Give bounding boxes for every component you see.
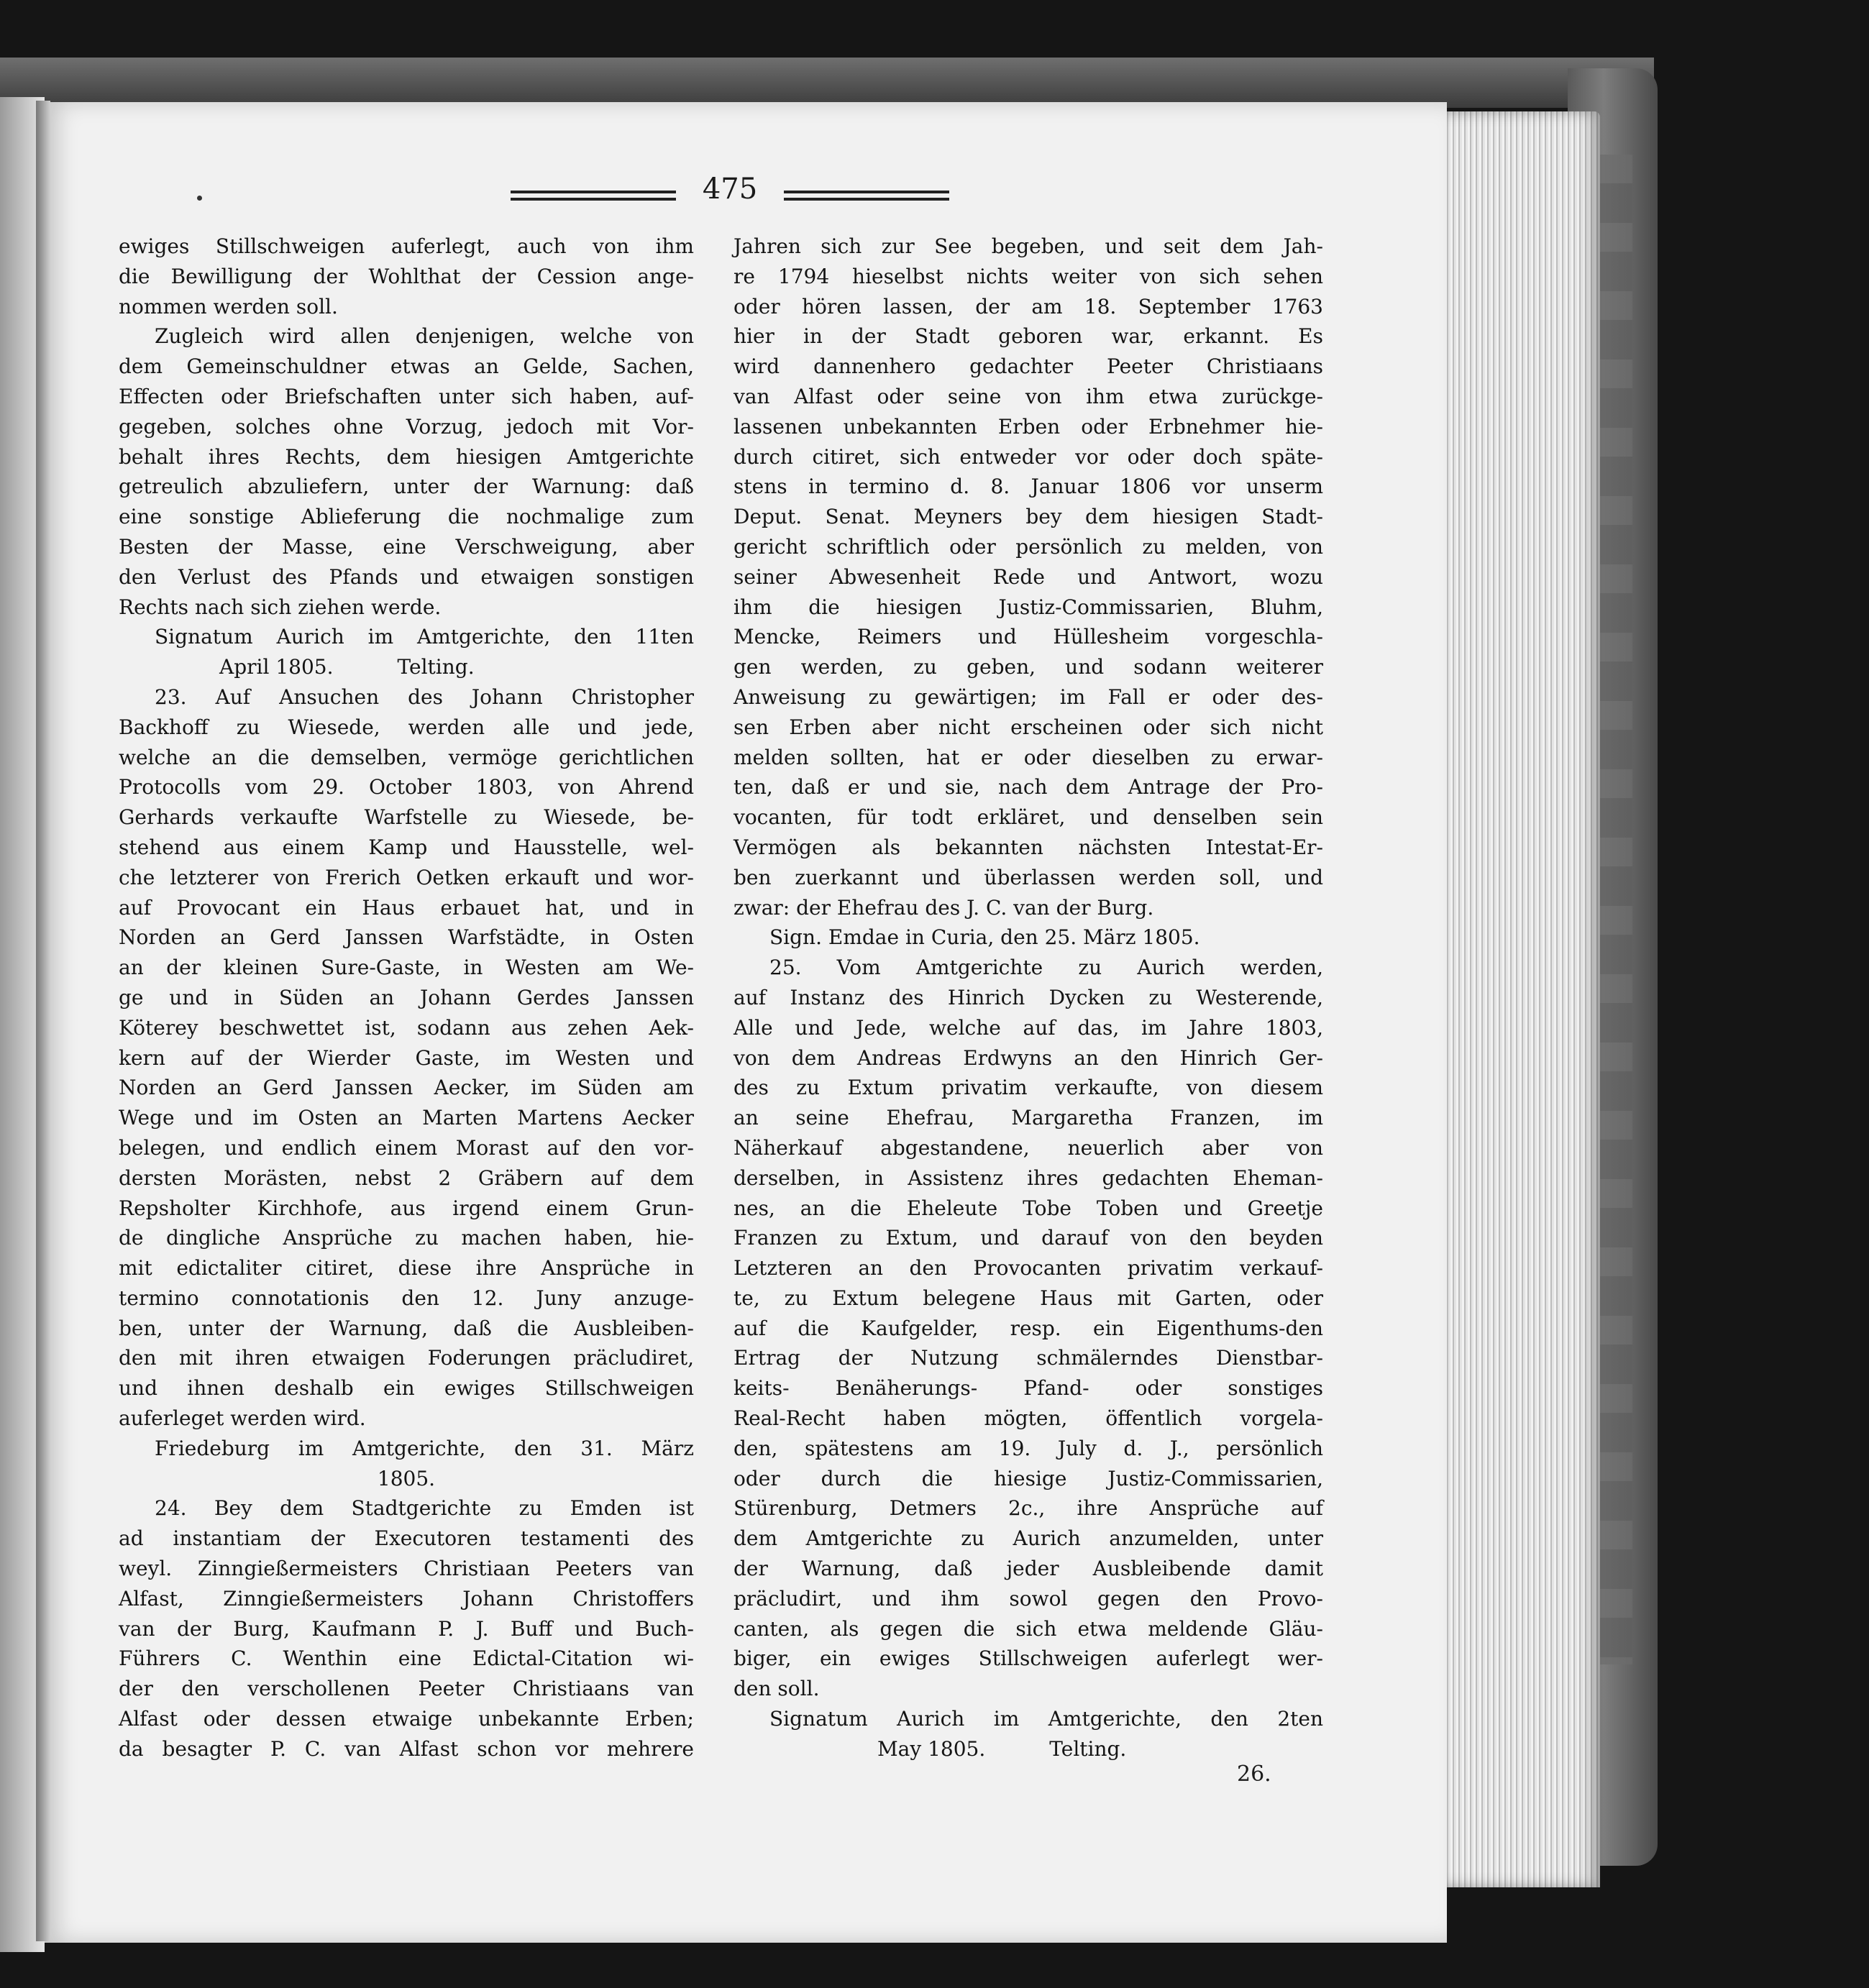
signature-date-line: May 1805. Telting. <box>877 1736 1127 1761</box>
text-line: gericht schriftlich oder persönlich zu melden, von <box>734 534 1323 559</box>
text-line: 23. Auf Ansuchen des Johann Christopher <box>155 684 694 709</box>
text-line: Deput. Senat. Meyners bey dem hiesigen Stadt- <box>734 505 1323 529</box>
text-line: Gerhards verkaufte Warfstelle zu Wiesede, be- <box>119 805 694 830</box>
text-line: belegen, und endlich einem Morast auf den vor- <box>119 1135 694 1160</box>
text-line: auf Provocant ein Haus erbauet hat, und in <box>119 895 694 920</box>
text-line: zwar: der Ehefrau des J. C. van der Burg. <box>734 895 1154 920</box>
text-line: re 1794 hieselbst nichts weiter von sich sehen <box>734 264 1323 288</box>
text-line: gen werden, zu geben, und sodann weiterer <box>734 655 1323 679</box>
book-cover-top-edge <box>0 58 1654 108</box>
signature-date-line: 1805. <box>377 1466 436 1490</box>
text-line: stehend aus einem Kamp und Hausstelle, wel- <box>119 835 694 859</box>
text-line: nes, an die Eheleute Tobe Toben und Greetje <box>734 1196 1323 1220</box>
text-line: auferleget werden wird. <box>119 1406 366 1431</box>
text-line: der Warnung, daß jeder Ausbleibende damit <box>734 1557 1323 1581</box>
signature-date-line: April 1805. Telting. <box>219 655 475 679</box>
text-line: Backhoff zu Wiesede, werden alle und jede, <box>119 715 694 739</box>
text-line: ten, daß er und sie, nach dem Antrage der Pro- <box>734 775 1323 800</box>
text-line: getreulich abzuliefern, unter der Warnung: daß <box>119 475 694 499</box>
text-line: derselben, in Assistenz ihres gedachten Eheman- <box>734 1165 1323 1190</box>
text-line: de dingliche Ansprüche zu machen haben, hie- <box>119 1226 694 1250</box>
text-line: auf die Kaufgelder, resp. ein Eigenthums-den <box>734 1316 1323 1340</box>
text-line: canten, als gegen die sich etwa meldende Gläu- <box>734 1616 1323 1641</box>
catchword: 26. <box>1237 1762 1271 1787</box>
text-line: che letzterer von Frerich Oetken erkauft und wor- <box>119 865 694 889</box>
text-line: stens in termino d. 8. Januar 1806 vor unserm <box>734 475 1323 499</box>
text-line: Mencke, Reimers und Hüllesheim vorgeschla- <box>734 625 1323 649</box>
text-line: vocanten, für todt erkläret, und denselben sein <box>734 805 1323 830</box>
text-line: Real-Recht haben mögten, öffentlich vorgela- <box>734 1406 1323 1431</box>
text-line: Ertrag der Nutzung schmälerndes Dienstbar- <box>734 1346 1323 1370</box>
text-line: keits- Benäherungs- Pfand- oder sonstiges <box>734 1376 1323 1401</box>
text-line: seiner Abwesenheit Rede und Antwort, wozu <box>734 564 1323 589</box>
text-line: Alle und Jede, welche auf das, im Jahre 1803, <box>734 1015 1323 1040</box>
text-line: Vermögen als bekannten nächsten Intestat-Er- <box>734 835 1323 859</box>
text-line: Repsholter Kirchhofe, aus irgend einem Grun- <box>119 1196 694 1220</box>
page-number: 475 <box>702 173 758 206</box>
text-line: termino connotationis den 12. Juny anzuge- <box>119 1286 694 1310</box>
text-line: dersten Morästen, nebst 2 Gräbern auf dem <box>119 1165 694 1190</box>
text-line: Effecten oder Briefschaften unter sich haben, auf- <box>119 384 694 408</box>
text-line: Letzteren an den Provocanten privatim verkauf- <box>734 1256 1323 1281</box>
text-line: ben zuerkannt und überlassen werden soll, und <box>734 865 1323 889</box>
text-line: Protocolls vom 29. October 1803, von Ahrend <box>119 775 694 800</box>
text-line: behalt ihres Rechts, dem hiesigen Amtgerichte <box>119 444 694 469</box>
text-line: an der kleinen Sure-Gaste, in Westen am We- <box>119 956 694 980</box>
text-line: Anweisung zu gewärtigen; im Fall er oder des- <box>734 684 1323 709</box>
text-line: welche an die demselben, vermöge gerichtlichen <box>119 745 694 769</box>
text-line: Stürenburg, Detmers 2c., ihre Ansprüche auf <box>734 1496 1323 1521</box>
signature-line: Sign. Emdae in Curia, den 25. März 1805. <box>769 925 1200 950</box>
text-line: oder durch die hiesige Justiz-Commissarien, <box>734 1466 1323 1490</box>
text-line: ihm die hiesigen Justiz-Commissarien, Bluhm, <box>734 595 1323 619</box>
text-line: ad instantiam der Executoren testamenti des <box>119 1526 694 1551</box>
signature-line: Friedeburg im Amtgerichte, den 31. März <box>155 1436 694 1460</box>
page-block-edges <box>1427 111 1600 1887</box>
text-line: durch citiret, sich entweder vor oder doch späte- <box>734 444 1323 469</box>
text-line: Zugleich wird allen denjenigen, welche von <box>155 324 694 349</box>
text-line: van Alfast oder seine von ihm etwa zurückge- <box>734 384 1323 408</box>
text-line: Näherkauf abgestandene, neuerlich aber von <box>734 1135 1323 1160</box>
text-line: und ihnen deshalb ein ewiges Stillschweigen <box>119 1376 694 1401</box>
text-line: des zu Extum privatim verkaufte, von diesem <box>734 1076 1323 1100</box>
text-line: den soll. <box>734 1677 820 1701</box>
text-line: Rechts nach sich ziehen werde. <box>119 595 442 619</box>
text-line: 24. Bey dem Stadtgerichte zu Emden ist <box>155 1496 694 1521</box>
text-line: den, spätestens am 19. July d. J., persönlich <box>734 1436 1323 1460</box>
text-line: oder hören lassen, der am 18. September 1763 <box>734 294 1323 319</box>
text-line: Führers C. Wenthin eine Edictal-Citation wi- <box>119 1646 694 1671</box>
text-line: lassenen unbekannten Erben oder Erbnehmer hie- <box>734 414 1323 439</box>
text-line: melden sollten, hat er oder dieselben zu erwar- <box>734 745 1323 769</box>
text-line: Alfast oder dessen etwaige unbekannte Erben; <box>119 1707 694 1731</box>
text-line: mit edictaliter citiret, diese ihre Ansprüche in <box>119 1256 694 1281</box>
ink-dot <box>197 196 202 201</box>
text-line: der den verschollenen Peeter Christiaans van <box>119 1677 694 1701</box>
text-line: Wege und im Osten an Marten Martens Aecker <box>119 1106 694 1130</box>
text-line: sen Erben aber nicht erscheinen oder sich nicht <box>734 715 1323 739</box>
header-rule-right-bottom <box>784 198 949 201</box>
signature-line: Signatum Aurich im Amtgerichte, den 11ten <box>155 625 694 649</box>
text-line: hier in der Stadt geboren war, erkannt. Es <box>734 324 1323 349</box>
text-line: dem Gemeinschuldner etwas an Gelde, Sachen, <box>119 354 694 379</box>
text-line: Besten der Masse, eine Verschweigung, aber <box>119 534 694 559</box>
text-line: gegeben, solches ohne Vorzug, jedoch mit Vor- <box>119 414 694 439</box>
text-line: Norden an Gerd Janssen Aecker, im Süden am <box>119 1076 694 1100</box>
text-line: te, zu Extum belegene Haus mit Garten, oder <box>734 1286 1323 1310</box>
text-line: den mit ihren etwaigen Foderungen präcludiret, <box>119 1346 694 1370</box>
left-text-column <box>119 232 694 1764</box>
text-line: van der Burg, Kaufmann P. J. Buff und Buch- <box>119 1616 694 1641</box>
text-line: präcludirt, und ihm sowol gegen den Provo- <box>734 1586 1323 1611</box>
text-line: den Verlust des Pfands und etwaigen sonstigen <box>119 564 694 589</box>
text-line: an seine Ehefrau, Margaretha Franzen, im <box>734 1106 1323 1130</box>
text-line: da besagter P. C. van Alfast schon vor mehrere <box>119 1736 694 1761</box>
text-line: biger, ein ewiges Stillschweigen auferlegt wer- <box>734 1646 1323 1671</box>
text-line: dem Amtgerichte zu Aurich anzumelden, unter <box>734 1526 1323 1551</box>
text-line: Alfast, Zinngießermeisters Johann Christoffers <box>119 1586 694 1611</box>
text-line: ge und in Süden an Johann Gerdes Janssen <box>119 985 694 1009</box>
text-line: ewiges Stillschweigen auferlegt, auch von ihm <box>119 234 694 258</box>
text-line: Köterey beschwettet ist, sodann aus zehen Aek- <box>119 1015 694 1040</box>
text-line: auf Instanz des Hinrich Dycken zu Westerende, <box>734 985 1323 1009</box>
text-line: Norden an Gerd Janssen Warfstädte, in Osten <box>119 925 694 950</box>
header-rule-left-top <box>511 191 676 193</box>
header-rule-left-bottom <box>511 198 676 201</box>
text-line: weyl. Zinngießermeisters Christiaan Peeters van <box>119 1557 694 1581</box>
text-line: wird dannenhero gedachter Peeter Christiaans <box>734 354 1323 379</box>
text-line: die Bewilligung der Wohlthat der Cession ange- <box>119 264 694 288</box>
text-line: von dem Andreas Erdwyns an den Hinrich Ger- <box>734 1045 1323 1070</box>
text-line: kern auf der Wierder Gaste, im Westen und <box>119 1045 694 1070</box>
text-line: Franzen zu Extum, und darauf von den beyden <box>734 1226 1323 1250</box>
gutter-shadow <box>36 101 50 1941</box>
text-line: 25. Vom Amtgerichte zu Aurich werden, <box>769 956 1323 980</box>
header-rule-right-top <box>784 191 949 193</box>
signature-line: Signatum Aurich im Amtgerichte, den 2ten <box>769 1707 1323 1731</box>
right-text-column <box>734 232 1323 1764</box>
text-line: Jahren sich zur See begeben, und seit dem Jah- <box>734 234 1323 258</box>
text-line: eine sonstige Ablieferung die nochmalige zum <box>119 505 694 529</box>
text-line: ben, unter der Warnung, daß die Ausbleiben- <box>119 1316 694 1340</box>
text-line: nommen werden soll. <box>119 294 338 319</box>
